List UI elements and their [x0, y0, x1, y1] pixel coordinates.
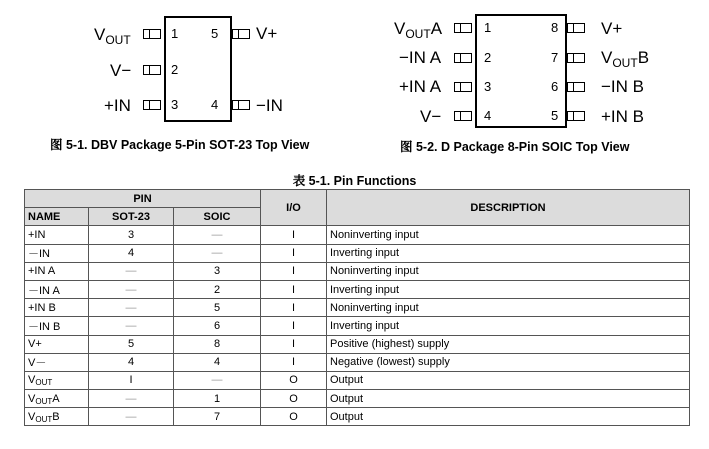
- table-row: [25, 317, 690, 335]
- sot23-pin-cell: —: [89, 262, 174, 280]
- description-cell: Inverting input: [327, 280, 690, 298]
- sot23-pin-cell: 3: [89, 226, 174, 244]
- sot23-pin-cell: I: [89, 371, 174, 389]
- io-cell: I: [261, 226, 327, 244]
- soic8-pin8-lead: [567, 23, 585, 33]
- pin-name-cell: +IN: [25, 226, 89, 244]
- sot23-pin-cell: —: [89, 408, 174, 426]
- description-cell: Negative (lowest) supply: [327, 353, 690, 371]
- sot23-pin-cell: 4: [89, 353, 174, 371]
- table-row: [25, 371, 690, 389]
- pin-functions-table: [24, 189, 690, 426]
- table-row: [25, 335, 690, 353]
- soic-pin-cell: 5: [174, 299, 261, 317]
- soic8-pin5-lead: [567, 111, 585, 121]
- sot23-pin3-number: 3: [171, 97, 179, 112]
- soic-pin-cell: —: [174, 371, 261, 389]
- header-io: I/O: [261, 190, 327, 226]
- sot23-pin-cell: 5: [89, 335, 174, 353]
- figure-5-2-caption: 图 5-2. D Package 8-Pin SOIC Top View: [400, 140, 630, 154]
- sot23-pin3-lead: [143, 100, 161, 110]
- soic8-pin2-number: 2: [484, 50, 492, 65]
- soic8-pin6-number: 6: [551, 79, 559, 94]
- description-cell: Output: [327, 390, 690, 408]
- table-row: [25, 226, 690, 244]
- description-cell: Noninverting input: [327, 262, 690, 280]
- sot23-pin-cell: —: [89, 390, 174, 408]
- sot23-pin1-lead: [143, 29, 161, 39]
- soic8-pin8-number: 8: [551, 20, 559, 35]
- io-cell: O: [261, 371, 327, 389]
- io-cell: I: [261, 353, 327, 371]
- soic-pin-cell: 2: [174, 280, 261, 298]
- sot23-pin-cell: —: [89, 317, 174, 335]
- sot23-pin2-number: 2: [171, 62, 179, 77]
- description-cell: Inverting input: [327, 244, 690, 262]
- soic8-pin7-number: 7: [551, 50, 559, 65]
- soic-pin-cell: —: [174, 244, 261, 262]
- soic8-pin6-label: −IN B: [601, 77, 644, 96]
- description-cell: Inverting input: [327, 317, 690, 335]
- pin-name-cell: +IN B: [25, 299, 89, 317]
- soic-pin-cell: 4: [174, 353, 261, 371]
- pin-name-cell: V+: [25, 335, 89, 353]
- soic8-pin3-label: +IN A: [399, 77, 442, 96]
- soic8-pin5-label: +IN B: [601, 107, 644, 126]
- description-cell: Output: [327, 408, 690, 426]
- soic8-pin2-lead: [454, 53, 472, 63]
- pin-name-cell: V－: [25, 353, 89, 371]
- table-row: [25, 244, 690, 262]
- io-cell: O: [261, 390, 327, 408]
- table-5-1-caption: 表 5-1. Pin Functions: [292, 174, 417, 188]
- header-name: NAME: [25, 208, 89, 226]
- sot23-pin2-label: V−: [110, 61, 132, 80]
- soic8-pin1-lead: [454, 23, 472, 33]
- sot23-pin-cell: 4: [89, 244, 174, 262]
- soic8-package-diagram: [360, 0, 709, 160]
- table-row: [25, 353, 690, 371]
- table-row: [25, 390, 690, 408]
- soic-pin-cell: 8: [174, 335, 261, 353]
- header-pin: PIN: [25, 190, 261, 208]
- description-cell: Noninverting input: [327, 226, 690, 244]
- sot23-pin1-label: $V_{OUT}$: [94, 25, 131, 47]
- sot23-pin2-lead: [143, 65, 161, 75]
- soic8-pin1-number: 1: [484, 20, 492, 35]
- pin-name-cell: －IN B: [25, 317, 89, 335]
- pin-name-cell: +IN A: [25, 262, 89, 280]
- soic8-pin1-label: $V_{OUT}A$: [394, 19, 443, 41]
- table-row: [25, 262, 690, 280]
- soic-pin-cell: 1: [174, 390, 261, 408]
- io-cell: I: [261, 244, 327, 262]
- soic-pin-cell: 7: [174, 408, 261, 426]
- pin-name-cell: $V_{OUT}B$: [25, 408, 89, 426]
- description-cell: Output: [327, 371, 690, 389]
- io-cell: I: [261, 280, 327, 298]
- soic8-pin4-number: 4: [484, 108, 492, 123]
- soic8-pin7-label: $V_{OUT}B$: [601, 48, 650, 70]
- soic8-pin5-number: 5: [551, 108, 559, 123]
- sot23-pin4-lead: [232, 100, 250, 110]
- pin-name-cell: $V_{OUT}A$: [25, 390, 89, 408]
- table-row: [25, 280, 690, 298]
- soic8-pin6-lead: [567, 82, 585, 92]
- soic-pin-cell: —: [174, 226, 261, 244]
- pin-name-cell: －IN A: [25, 280, 89, 298]
- pin-name-cell: －IN: [25, 244, 89, 262]
- sot23-pin4-label: −IN: [256, 96, 283, 115]
- soic-pin-cell: 3: [174, 262, 261, 280]
- sot23-pin-cell: —: [89, 299, 174, 317]
- header-description: DESCRIPTION: [327, 190, 690, 226]
- sot23-pin3-label: +IN: [104, 96, 131, 115]
- io-cell: I: [261, 262, 327, 280]
- io-cell: I: [261, 335, 327, 353]
- io-cell: I: [261, 299, 327, 317]
- sot23-pin4-number: 4: [211, 97, 219, 112]
- figure-5-1-caption: 图 5-1. DBV Package 5-Pin SOT-23 Top View: [50, 138, 310, 152]
- soic8-pin4-label: V−: [420, 107, 442, 126]
- soic8-pin3-number: 3: [484, 79, 492, 94]
- soic8-pin7-lead: [567, 53, 585, 63]
- description-cell: Noninverting input: [327, 299, 690, 317]
- sot23-pin5-number: 5: [211, 26, 219, 41]
- sot23-pin5-label: V+: [256, 24, 278, 43]
- soic8-pin4-lead: [454, 111, 472, 121]
- soic-pin-cell: 6: [174, 317, 261, 335]
- header-sot23: SOT-23: [89, 208, 174, 226]
- sot23-pin-cell: —: [89, 280, 174, 298]
- soic8-pin2-label: −IN A: [399, 48, 442, 67]
- table-row: [25, 408, 690, 426]
- soic8-pin3-lead: [454, 82, 472, 92]
- header-soic: SOIC: [174, 208, 261, 226]
- table-body: [25, 226, 690, 426]
- pin-name-cell: $V_{OUT}$: [25, 371, 89, 389]
- sot23-pin1-number: 1: [171, 26, 179, 41]
- table-row: [25, 299, 690, 317]
- soic8-pin8-label: V+: [601, 19, 623, 38]
- io-cell: O: [261, 408, 327, 426]
- io-cell: I: [261, 317, 327, 335]
- description-cell: Positive (highest) supply: [327, 335, 690, 353]
- sot23-pin5-lead: [232, 29, 250, 39]
